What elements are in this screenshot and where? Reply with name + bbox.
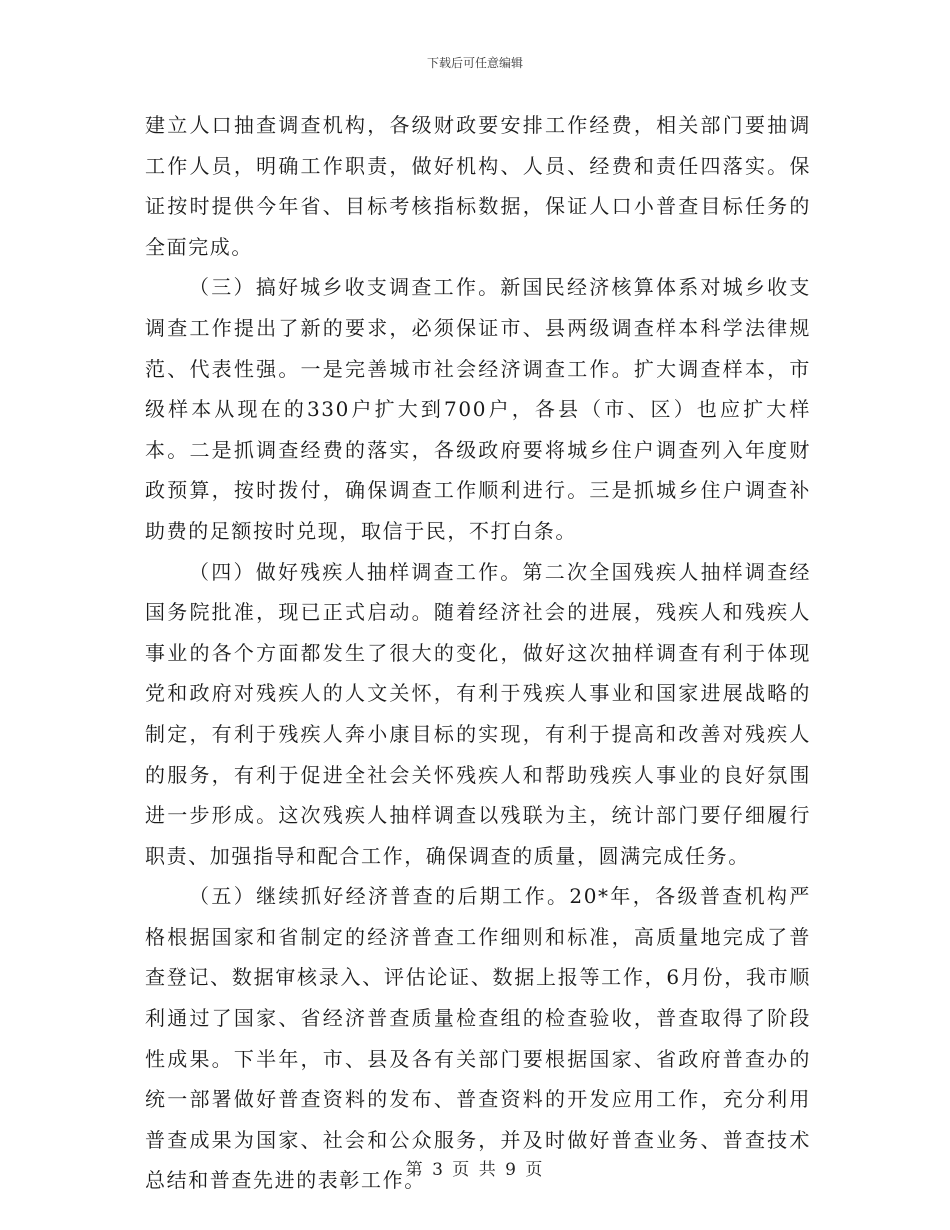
header-note: 下载后可任意编辑 xyxy=(426,56,523,70)
paragraph-section-5: （五）继续抓好经济普查的后期工作。20*年，各级普查机构严格根据国家和省制定的经济普查工作细则和标准，高质量地完成了普查登记、数据审核录入、评估论证、数据上报等工作，6月份，我市顺利通过了国家、省经济普查质量检查组的检查验收，普查取得了阶段性成果。下半年，市、县及各有关部门要根据国家、省政府普查办的统一部署做好普查资料的发布、普查资料的开发应用工作，充分利用普查成果为国家、社会和公众服务，并及时做好普查业务、普查技术总结和普查先进的表彰工作。 xyxy=(145,884,811,1193)
paragraph-continuation: 建立人口抽查调查机构，各级财政要安排工作经费，相关部门要抽调工作人员，明确工作职责，做好机构、人员、经费和责任四落实。保证按时提供今年省、目标考核指标数据，保证人口小普查目标任务的全面完成。 xyxy=(145,113,811,259)
paragraph-section-4: （四）做好残疾人抽样调查工作。第二次全国残疾人抽样调查经国务院批准，现已正式启动。随着经济社会的进展，残疾人和残疾人事业的各个方面都发生了很大的变化，做好这次抽样调查有利于体现党和政府对残疾人的人文关怀，有利于残疾人事业和国家进展战略的制定，有利于残疾人奔小康目标的实现，有利于提高和改善对残疾人的服务，有利于促进全社会关怀残疾人和帮助残疾人事业的良好氛围进一步形成。这次残疾人抽样调查以残联为主，统计部门要仔细履行职责、加强指导和配合工作，确保调查的质量，圆满完成任务。 xyxy=(145,559,811,868)
page-number: 第 3 页 共 9 页 xyxy=(405,1160,545,1180)
document-body xyxy=(145,105,811,1201)
paragraph-section-3: （三）搞好城乡收支调查工作。新国民经济核算体系对城乡收支调查工作提出了新的要求，必须保证市、县两级调查样本科学法律规范、代表性强。一是完善城市社会经济调查工作。扩大调查样本，市级样本从现在的330户扩大到700户，各县（市、区）也应扩大样本。二是抓调查经费的落实，各级政府要将城乡住户调查列入年度财政预算，按时拨付，确保调查工作顺利进行。三是抓城乡住户调查补助费的足额按时兑现，取信于民，不打白条。 xyxy=(145,275,811,543)
